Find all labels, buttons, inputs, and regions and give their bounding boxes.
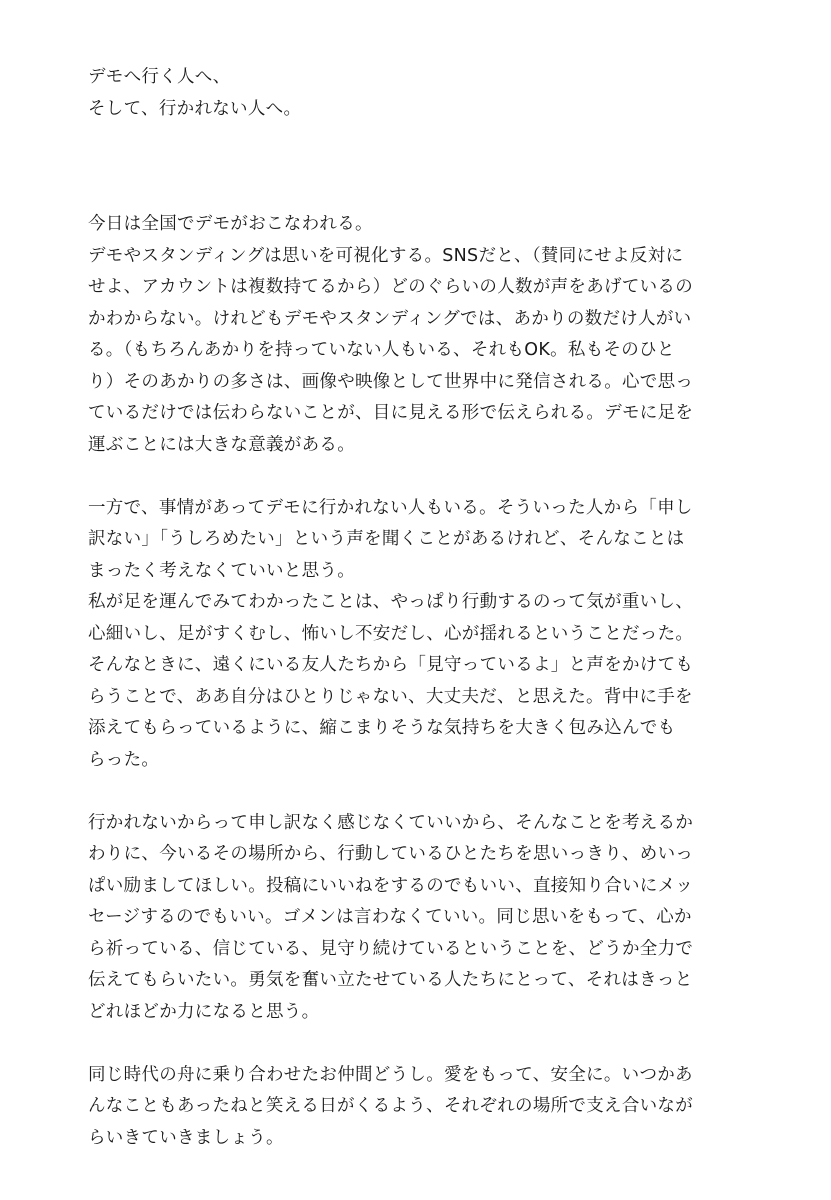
text-line: どれほどか力になると思う。 (88, 1001, 320, 1022)
paragraph (88, 1060, 728, 1155)
text-line: 心細いし、足がすくむし、怖いし不安だし、心が揺れるということだった。 (88, 623, 694, 644)
paragraph (88, 808, 728, 1029)
text-line: 添えてもらっているように、縮こまりそうな気持ちを大きく包み込んでも (88, 718, 676, 738)
text-line: ら祈っている、信じている、見守り続けているということを、どうか全力で (88, 938, 694, 959)
text-line: らいきていきましょう。 (88, 1127, 284, 1148)
spacer (88, 776, 728, 808)
text-line: デモやスタンディングは思いを可視化する。SNSだと、（賛同にせよ反対に (88, 245, 684, 266)
text-line: ぱい励ましてほしい。投稿にいいねをするのでもいい、直接知り合いにメッ (88, 875, 694, 896)
spacer (88, 461, 728, 493)
document-body (88, 62, 728, 1154)
text-line: らった。 (88, 749, 160, 770)
text-line: せよ、アカウントは複数持てるから）どのぐらいの人数が声をあげているの (88, 277, 694, 297)
text-line: 同じ時代の舟に乗り合わせたお仲間どうし。愛をもって、安全に。いつかあ (88, 1064, 693, 1085)
spacer (88, 1028, 728, 1060)
text-line: る。（もちろんあかりを持っていない人もいる、それもOK。私もそのひと (88, 340, 675, 360)
text-line: わりに、今いるその場所から、行動しているひとたちを思いっきり、めいっ (88, 844, 694, 864)
text-line: 伝えてもらいたい。勇気を奮い立たせている人たちにとって、それはきっと (88, 970, 693, 990)
paragraph (88, 493, 728, 777)
text-line: んなこともあったねと笑える日がくるよう、それぞれの場所で支え合いなが (88, 1096, 694, 1116)
greeting-line: そして、行かれない人へ。 (88, 98, 302, 119)
text-line: まったく考えなくていいと思う。 (88, 560, 355, 581)
text-line: そんなときに、遠くにいる友人たちから「見守っているよ」と声をかけても (88, 655, 694, 675)
text-line: らうことで、ああ自分はひとりじゃない、大丈夫だ、と思えた。背中に手を (88, 686, 693, 707)
text-line: 行かれないからって申し訳なく感じなくていいから、そんなことを考えるか (88, 812, 694, 833)
spacer (88, 125, 728, 209)
text-line: り）そのあかりの多さは、画像や映像として世界中に発信される。心で思っ (88, 371, 694, 392)
text-line: 私が足を運んでみてわかったことは、やっぱり行動するのって気が重いし、 (88, 592, 694, 612)
text-line: 今日は全国でデモがおこなわれる。 (88, 214, 373, 234)
text-line: かわからない。けれどもデモやスタンディングでは、あかりの数だけ人がい (88, 308, 692, 329)
greeting-line: デモへ行く人へ、 (88, 67, 231, 87)
text-line: セージするのでもいい。ゴメンは言わなくていい。同じ思いをもって、心か (88, 907, 692, 927)
text-line: ているだけでは伝わらないことが、目に見える形で伝えられる。デモに足を (88, 403, 694, 423)
paragraph (88, 209, 728, 461)
text-line: 運ぶことには大きな意義がある。 (88, 434, 355, 455)
greeting-block (88, 62, 728, 125)
text-line: 訳ない」「うしろめたい」という声を聞くことがあるけれど、そんなことは (88, 529, 685, 549)
text-line: 一方で、事情があってデモに行かれない人もいる。そういった人から「申し (88, 497, 693, 518)
